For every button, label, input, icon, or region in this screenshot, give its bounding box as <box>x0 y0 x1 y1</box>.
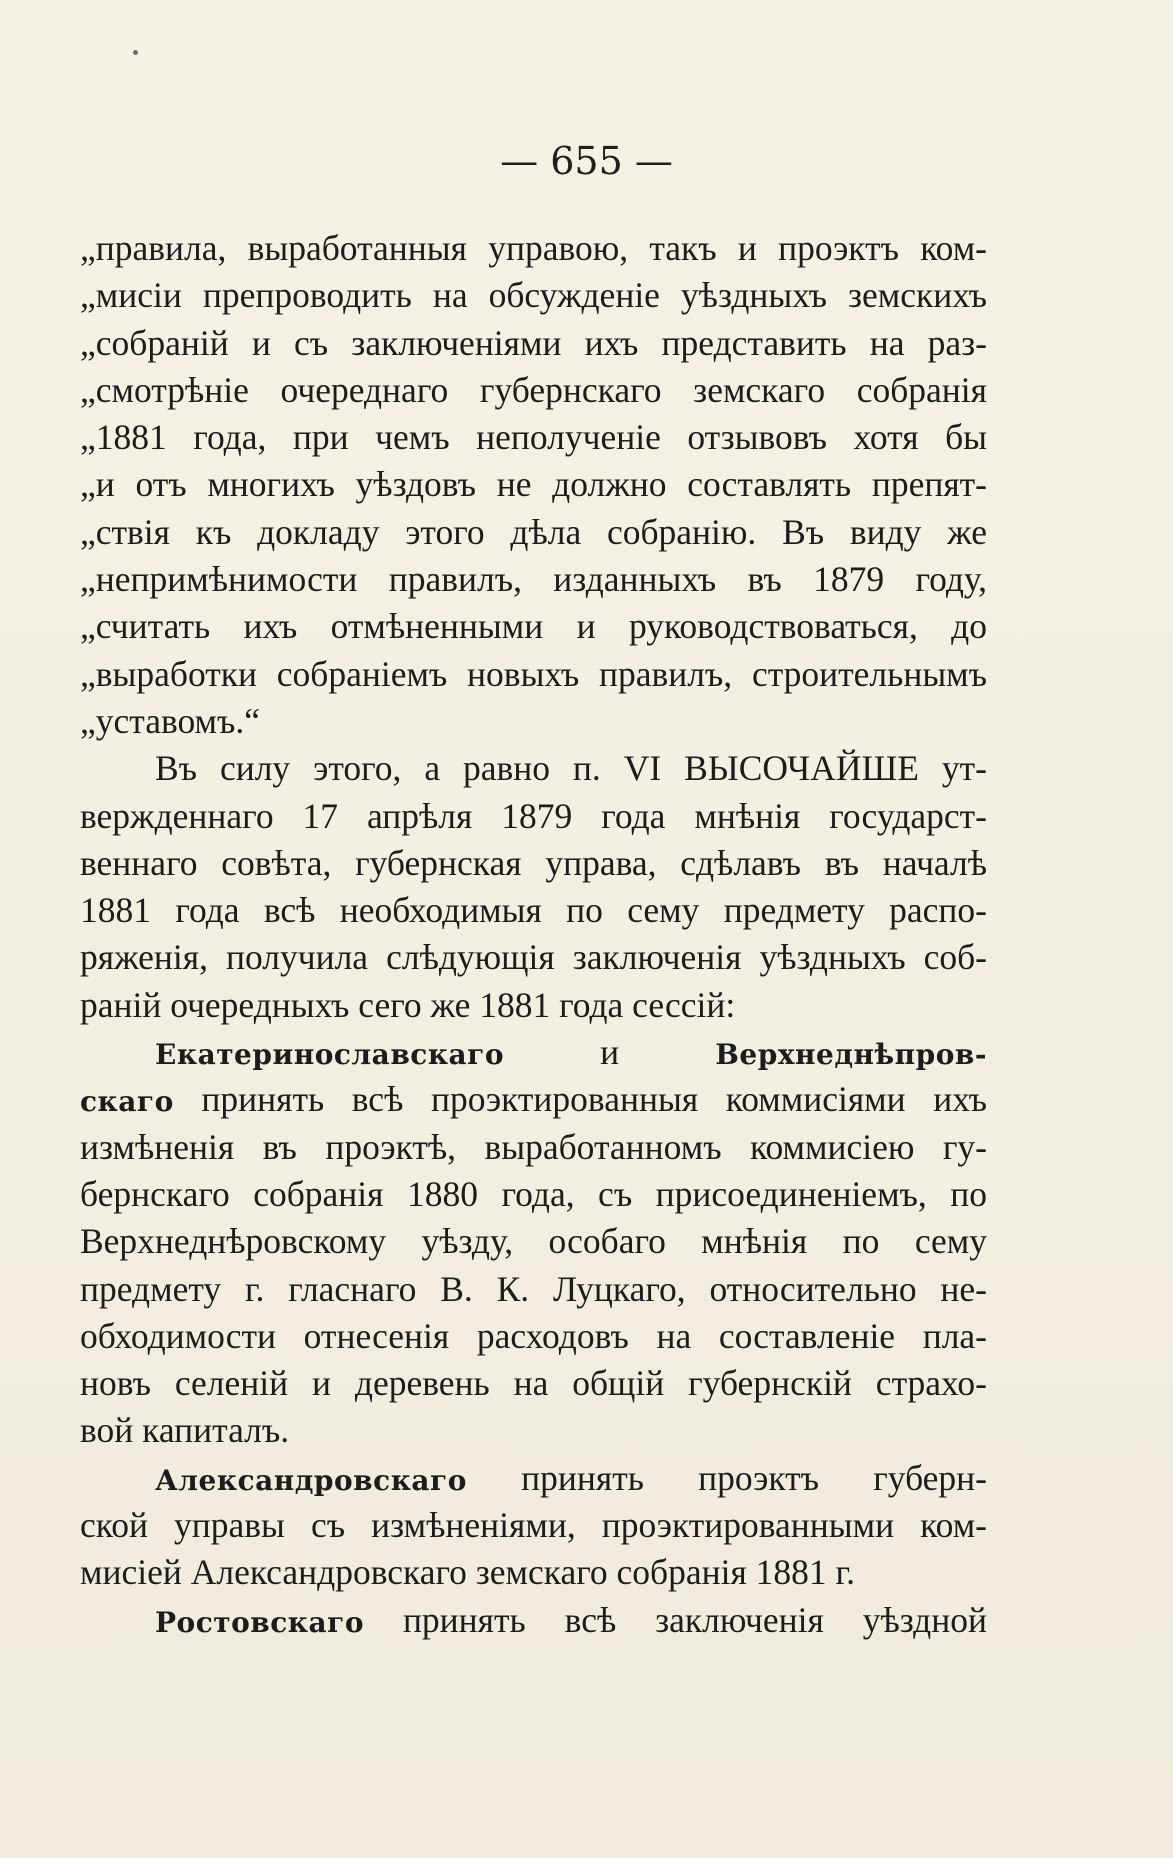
text-line: ской управы съ измѣненіями, проэктированными ком- <box>80 1505 987 1546</box>
county-name-heading: Ростовскаго <box>155 1605 365 1639</box>
text-line: „и отъ многихъ уѣздовъ не должно составлять препят- <box>80 464 987 505</box>
text-line: „правила, выработанныя управою, такъ и проэктъ ком- <box>80 228 987 268</box>
paragraph-first-line: Екатеринославскаго и Верхнеднѣпров- <box>155 1032 987 1073</box>
text-line: „1881 года, при чемъ неполученіе отзывовъ хотя бы <box>80 417 987 458</box>
text-line: предмету г. гласнаго В. К. Луцкаго, относительно не- <box>80 1268 987 1309</box>
county-name-heading: Екатеринославскаго <box>155 1038 505 1072</box>
text-line: скаго принять всѣ проэктированныя коммисіями ихъ <box>80 1079 987 1120</box>
text-line: ряженія, получила слѣдующія заключенія уѣздныхъ соб- <box>80 937 987 978</box>
text-line: новъ селеній и деревень на общій губернскій страхо- <box>80 1363 987 1404</box>
text-line: Верхнеднѣровскому уѣзду, особаго мнѣнія по сему <box>80 1221 987 1262</box>
print-speck <box>133 50 138 55</box>
text-line: вержденнаго 17 апрѣля 1879 года мнѣнія государст- <box>80 795 987 836</box>
text-line: 1881 года всѣ необходимыя по сему предмету распо- <box>80 890 987 931</box>
text-line: „собраній и съ заключеніями ихъ представить на раз- <box>80 322 987 363</box>
paragraph-first-line: Александровскаго принять проэктъ губерн- <box>155 1457 987 1498</box>
text-line: веннаго совѣта, губернская управа, сдѣлавъ въ началѣ <box>80 842 987 883</box>
page-number: — 655 — <box>500 139 673 183</box>
paragraph-first-line: Ростовскаго принять всѣ заключенія уѣздной <box>155 1599 987 1640</box>
text-line: „непримѣнимости правилъ, изданныхъ въ 1879 году, <box>80 559 987 600</box>
text-line: бернскаго собранія 1880 года, съ присоединеніемъ, по <box>80 1173 987 1214</box>
text-line: „уставомъ.“ <box>80 700 261 741</box>
text-line: вой капиталъ. <box>80 1410 290 1451</box>
county-name-heading: Верхнеднѣпров- <box>715 1038 987 1072</box>
text-line: „мисіи препроводить на обсужденіе уѣздныхъ земскихъ <box>80 275 987 316</box>
text-line: раній очередныхъ сего же 1881 года сессій: <box>80 984 736 1025</box>
text-line: мисіей Александровскаго земскаго собранія 1881 г. <box>80 1552 855 1593</box>
text-line: „считать ихъ отмѣненными и руководствоваться, до <box>80 606 987 647</box>
body-text <box>80 225 987 1644</box>
text-line: обходимости отнесенія расходовъ на составленіе пла- <box>80 1315 987 1356</box>
text-line: измѣненія въ проэктѣ, выработанномъ коммисіею гу- <box>80 1126 987 1167</box>
county-name-heading: скаго <box>80 1085 174 1119</box>
text-line: „выработки собраніемъ новыхъ правилъ, строительнымъ <box>80 653 987 694</box>
text-line: „смотрѣніе очереднаго губернскаго земскаго собранія <box>80 369 987 410</box>
text-line: „ствія къ докладу этого дѣла собранію. Въ виду же <box>80 511 987 552</box>
paragraph-first-line: Въ силу этого, а равно п. VI ВЫСОЧАЙШЕ ут- <box>155 748 987 789</box>
county-name-heading: Александровскаго <box>155 1463 467 1497</box>
